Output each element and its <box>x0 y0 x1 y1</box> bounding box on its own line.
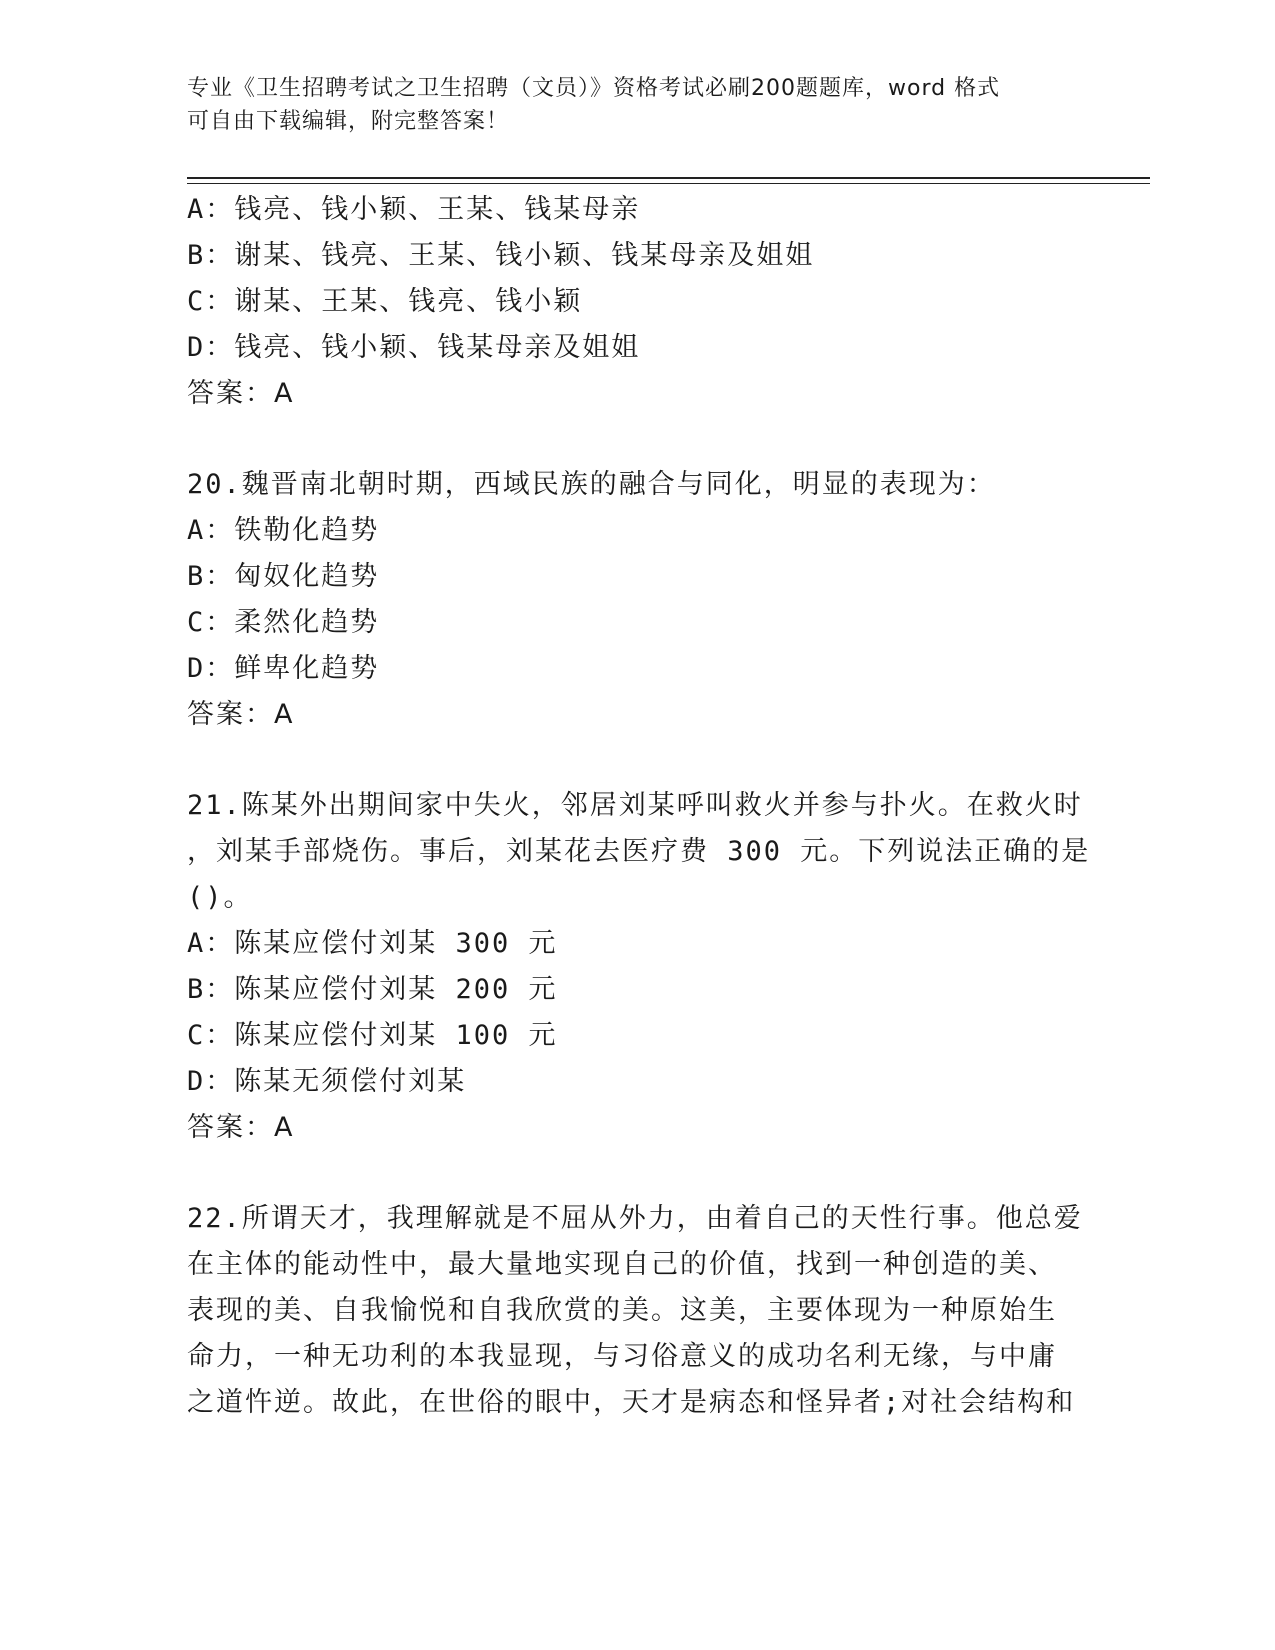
header-line-1: 专业《卫生招聘考试之卫生招聘（文员）》资格考试必刷200题题库，word 格式 <box>187 76 1001 101</box>
header-rule-thin <box>187 183 1150 184</box>
header-rule-thick <box>187 177 1150 179</box>
option-b: B：谢某、钱亮、王某、钱小颖、钱某母亲及姐姐 <box>187 240 815 271</box>
option-a: A：陈某应偿付刘某 300 元 <box>187 928 558 959</box>
answer: 答案：A <box>187 1112 295 1143</box>
answer: 答案：A <box>187 378 295 409</box>
option-d: D：陈某无须偿付刘某 <box>187 1066 467 1097</box>
option-a: A：钱亮、钱小颖、王某、钱某母亲 <box>187 194 641 225</box>
question-22 <box>187 1196 1087 1426</box>
question-text-line: 之道忤逆。故此，在世俗的眼中，天才是病态和怪异者;对社会结构和 <box>187 1387 1076 1418</box>
question-content <box>187 187 1091 1426</box>
question-text-line: ()。 <box>187 882 253 913</box>
question-text-line: 表现的美、自我愉悦和自我欣赏的美。这美，主要体现为一种原始生 <box>187 1295 1057 1326</box>
option-a: A：铁勒化趋势 <box>187 515 380 546</box>
option-c: C：谢某、王某、钱亮、钱小颖 <box>187 286 583 317</box>
question-text-line: 在主体的能动性中，最大量地实现自己的价值，找到一种创造的美、 <box>187 1249 1057 1280</box>
question-text-line: 命力，一种无功利的本我显现，与习俗意义的成功名利无缘，与中庸 <box>187 1341 1057 1372</box>
question-text-line: ，刘某手部烧伤。事后，刘某花去医疗费 300 元。下列说法正确的是 <box>187 836 1091 867</box>
option-d: D：鲜卑化趋势 <box>187 653 380 684</box>
document-header <box>187 72 1087 138</box>
question-20 <box>187 462 1087 738</box>
answer: 答案：A <box>187 699 295 730</box>
question-text-line: 22.所谓天才，我理解就是不屈从外力，由着自己的天性行事。他总爱 <box>187 1203 1083 1234</box>
option-b: B：匈奴化趋势 <box>187 561 380 592</box>
question-text: 20.魏晋南北朝时期，西域民族的融合与同化，明显的表现为： <box>187 469 996 500</box>
option-c: C：陈某应偿付刘某 100 元 <box>187 1020 558 1051</box>
question-21 <box>187 783 1091 1151</box>
option-c: C：柔然化趋势 <box>187 607 380 638</box>
question-19 <box>187 187 1087 417</box>
header-line-2: 可自由下载编辑，附完整答案！ <box>187 109 510 134</box>
option-d: D：钱亮、钱小颖、钱某母亲及姐姐 <box>187 332 641 363</box>
question-text-line: 21.陈某外出期间家中失火，邻居刘某呼叫救火并参与扑火。在救火时 <box>187 790 1083 821</box>
option-b: B：陈某应偿付刘某 200 元 <box>187 974 558 1005</box>
